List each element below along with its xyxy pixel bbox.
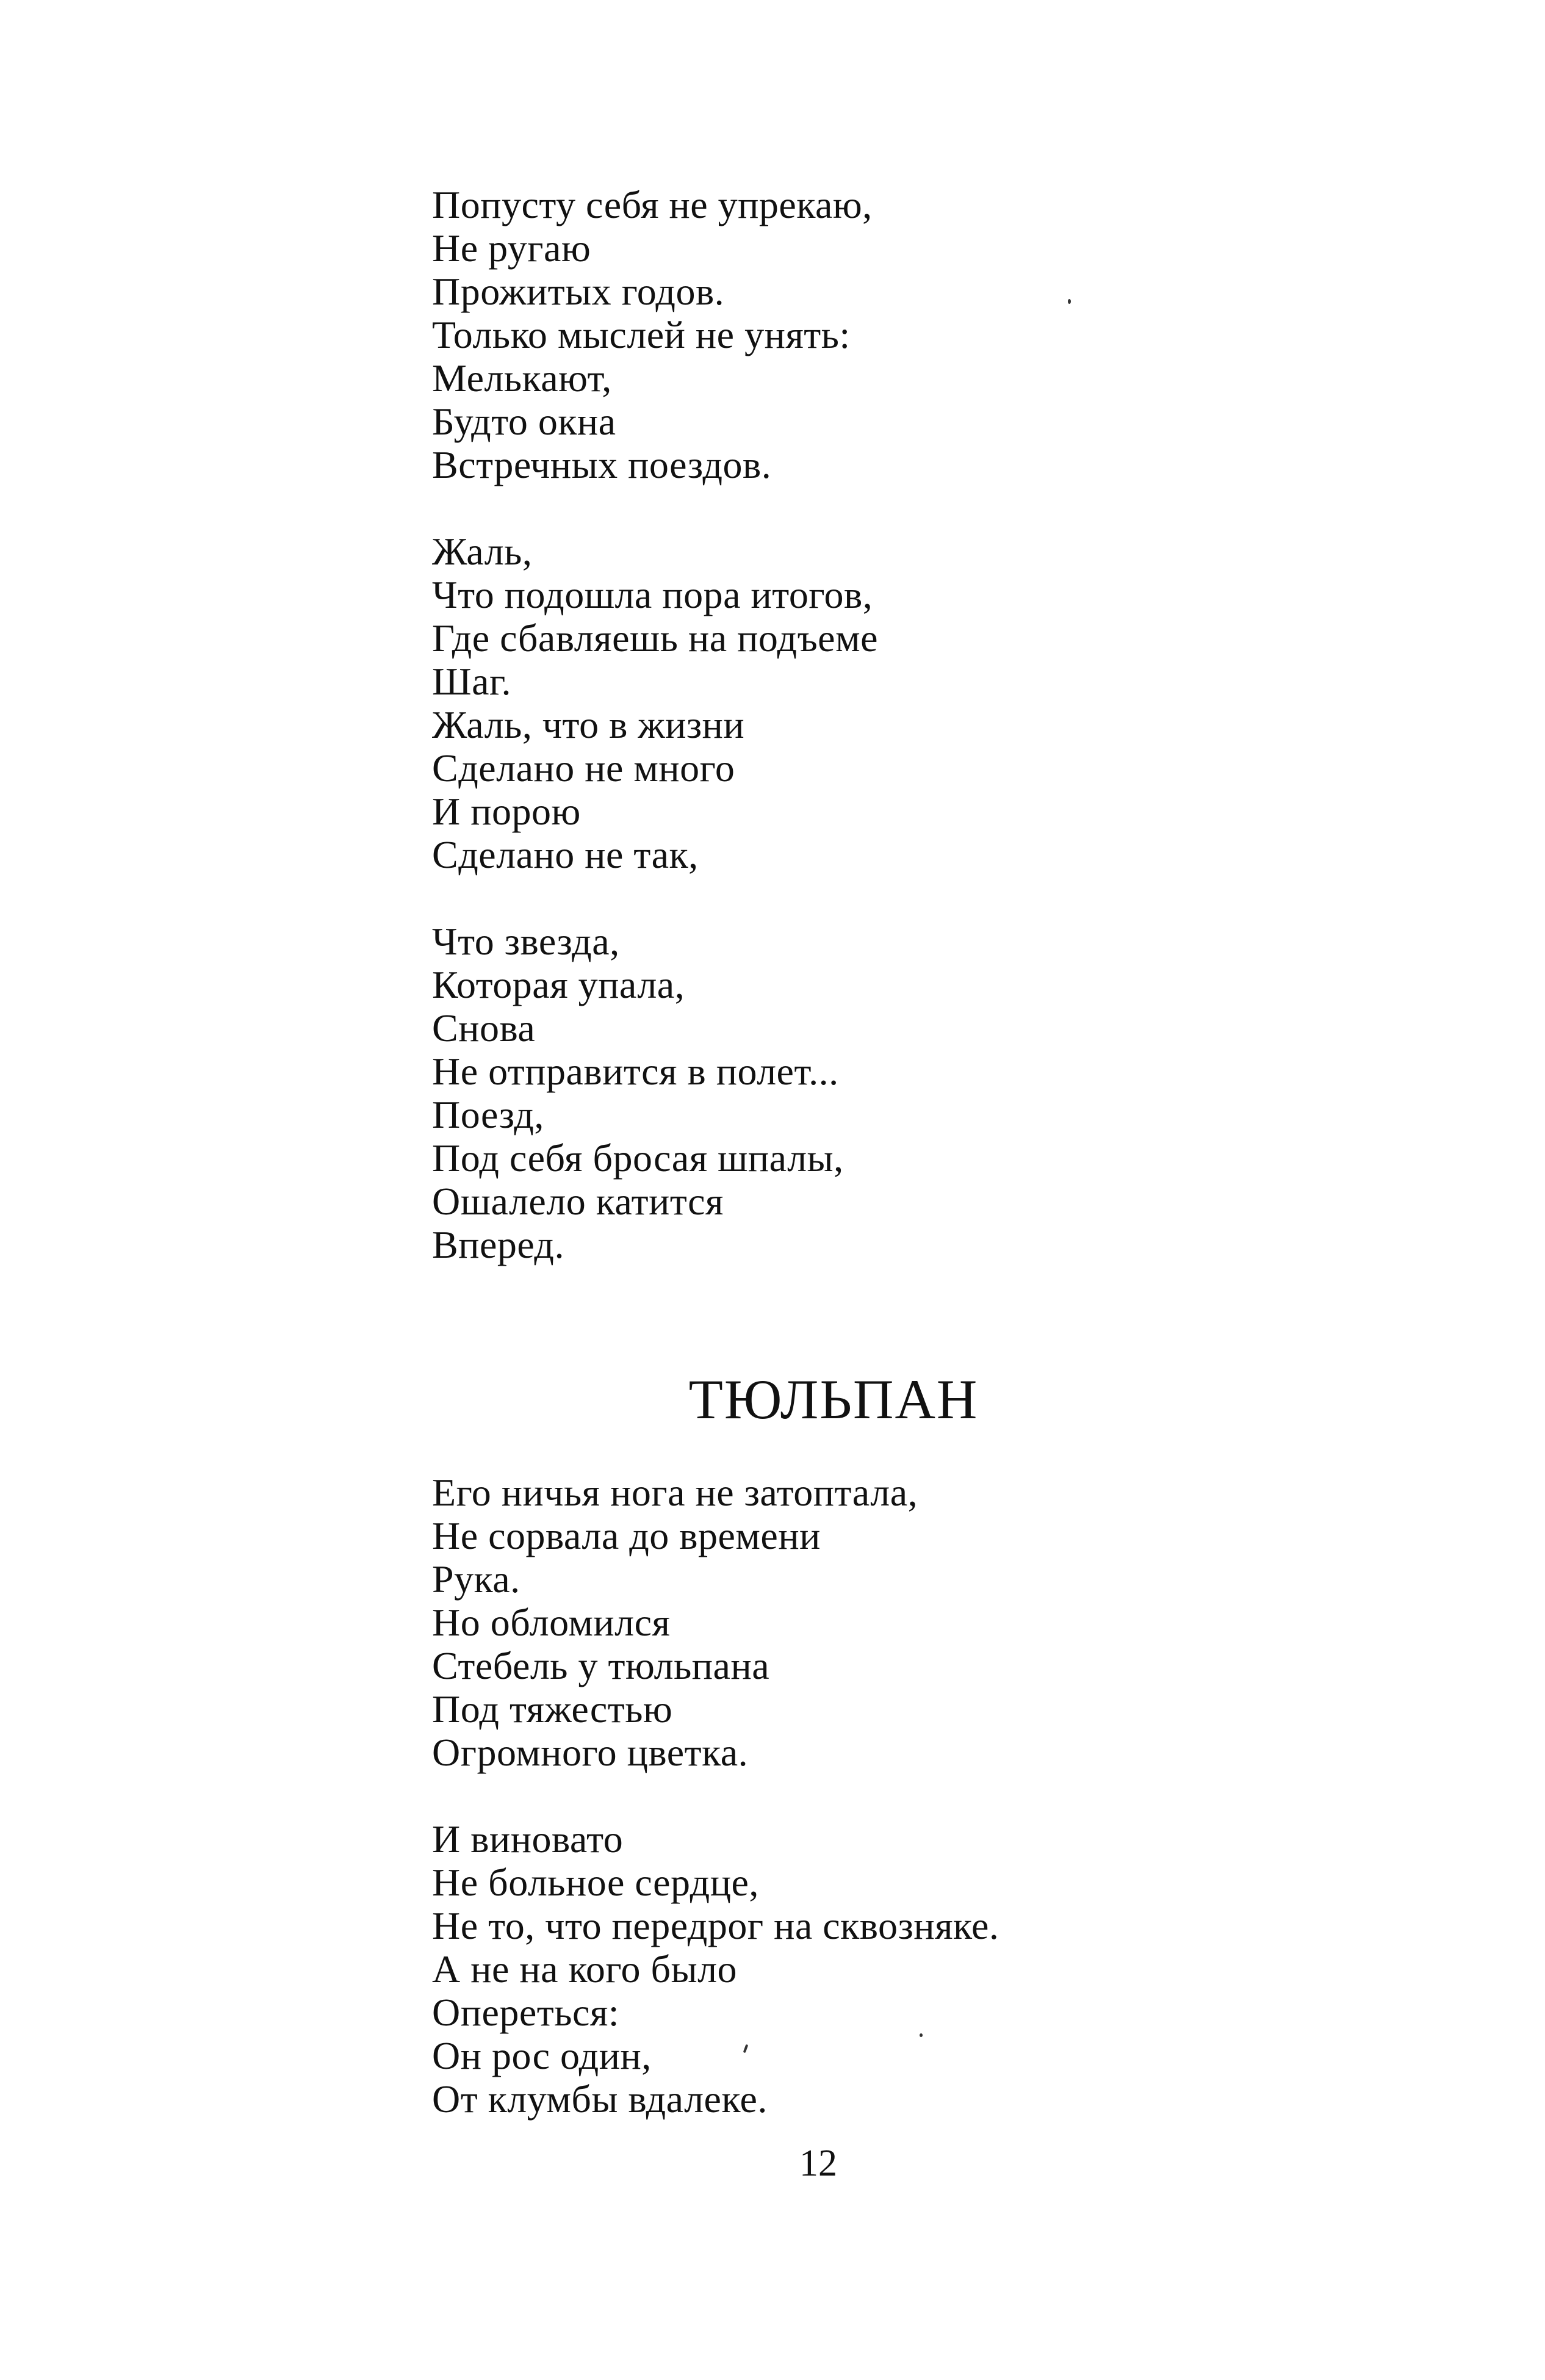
- verse-line: Ошалело катится: [432, 1180, 724, 1223]
- verse-line: Стебель у тюльпана: [432, 1644, 770, 1687]
- verse-line: Где сбавляешь на подъеме: [432, 616, 878, 660]
- verse-line: Под себя бросая шпалы,: [432, 1136, 844, 1180]
- verse-line: Не то, что передрог на сквозняке.: [432, 1904, 999, 1947]
- verse-line: Огромного цветка.: [432, 1731, 749, 1774]
- verse-line: Не отправится в полет...: [432, 1050, 839, 1093]
- stanza: [432, 1817, 1530, 2121]
- verse-line: И порою: [432, 790, 581, 833]
- verse-line: Будто окна: [432, 400, 616, 443]
- verse-line: Не больное сердце,: [432, 1861, 759, 1904]
- verse-line: Опереться:: [432, 1991, 620, 2034]
- poem-untitled: [432, 183, 1530, 1266]
- verse-line: Что подошла пора итогов,: [432, 573, 873, 616]
- verse-line: Рука.: [432, 1557, 520, 1601]
- stanza: [432, 920, 1530, 1266]
- scan-speck: [920, 2033, 923, 2037]
- scan-speck: [1068, 299, 1071, 304]
- verse-line: Под тяжестью: [432, 1687, 673, 1731]
- verse-line: Мелькают,: [432, 356, 612, 400]
- stanza: [432, 530, 1530, 876]
- verse-line: Вперед.: [432, 1223, 564, 1266]
- verse-line: Сделано не много: [432, 746, 735, 790]
- verse-line: Не ругаю: [432, 226, 591, 270]
- stanza: [432, 183, 1530, 486]
- verse-line: Не сорвала до времени: [432, 1514, 821, 1557]
- verse-line: Встречных поездов.: [432, 443, 772, 486]
- stanza-break: [432, 486, 1530, 530]
- poem-title: ТЮЛЬПАН: [688, 1368, 979, 1430]
- verse-line: От клумбы вдалеке.: [432, 2077, 768, 2121]
- stanza-break: [432, 876, 1530, 920]
- verse-line: Что звезда,: [432, 920, 620, 963]
- verse-line: Сделано не так,: [432, 833, 699, 876]
- verse-line: Которая упала,: [432, 963, 685, 1006]
- verse-line: Прожитых годов.: [432, 270, 725, 313]
- poem-tulip: [432, 1471, 1530, 2121]
- verse-line: Снова: [432, 1006, 536, 1050]
- verse-line: Только мыслей не унять:: [432, 313, 851, 356]
- verse-line: Жаль,: [432, 530, 533, 573]
- verse-line: Шаг.: [432, 660, 511, 703]
- stanza: [432, 1471, 1530, 1774]
- verse-line: А не на кого было: [432, 1947, 738, 1991]
- page-number: 12: [799, 2143, 837, 2184]
- verse-line: Но обломился: [432, 1601, 671, 1644]
- stanza-break: [432, 1774, 1530, 1817]
- verse-line: И виновато: [432, 1817, 624, 1861]
- verse-line: Его ничья нога не затоптала,: [432, 1471, 918, 1514]
- verse-line: Жаль, что в жизни: [432, 703, 745, 746]
- verse-line: Поезд,: [432, 1093, 544, 1136]
- verse-line: Он рос один,: [432, 2034, 652, 2077]
- verse-line: Попусту себя не упрекаю,: [432, 183, 873, 226]
